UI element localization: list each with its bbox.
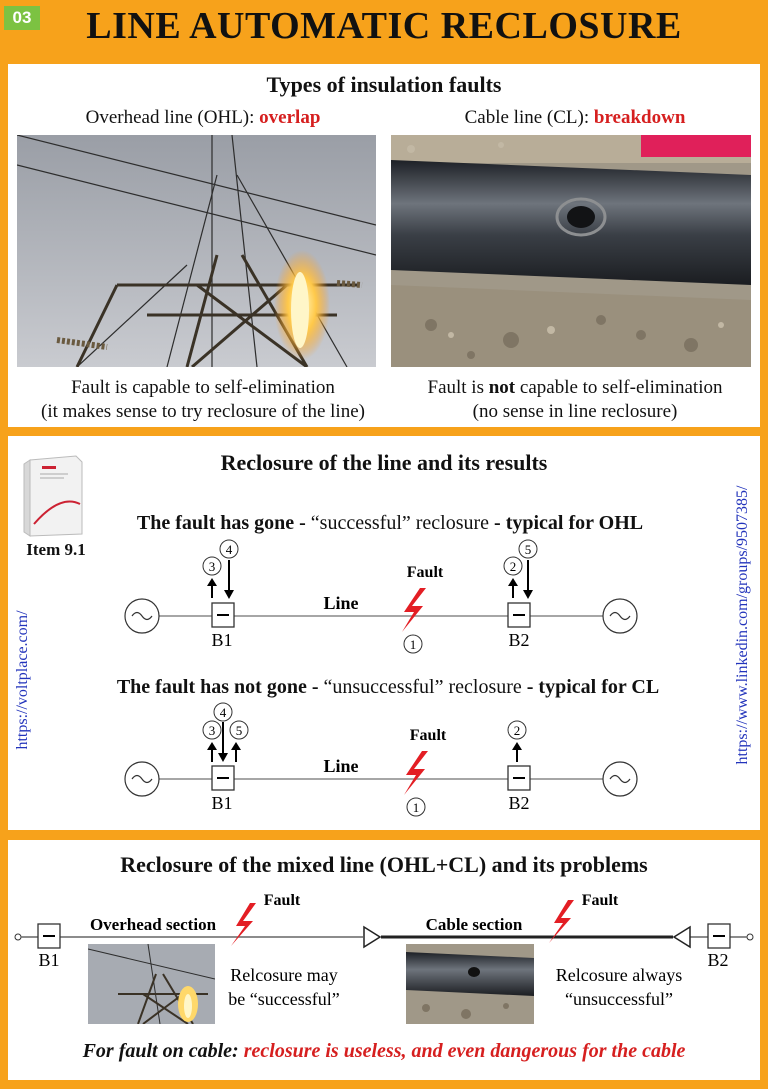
cl-cap-part-a: Fault is [427,377,489,398]
step-4-number: 4 [225,542,233,557]
line-label: Line [323,756,359,776]
conclusion-text [8,1040,760,1063]
step-1-number: 1 [412,800,420,815]
ohl-label [18,106,388,130]
cable-breakdown-thumbnail [406,944,534,1024]
step-4-number: 4 [219,705,227,720]
trip-arrow-3-head [207,578,217,586]
insulation-faults-panel [8,64,760,427]
close-arrow-4-head [218,753,228,762]
cl-fault-type: breakdown [593,107,686,128]
overhead-section-label: Overhead section [89,915,217,934]
conclusion-emphasis: reclosure is useless, and even dangerous for the cable [243,1040,686,1062]
fault1-lightning-icon [231,903,256,946]
close-arrow-4-head [224,590,234,599]
fault-lightning-icon [404,751,428,795]
step-1-number: 1 [409,637,417,652]
ohl-caption-line1: Fault is capable to self-elimination [71,377,335,398]
fault-label: Fault [409,727,447,744]
item-label: Item 9.1 [26,540,86,559]
d2-heading-b: “unsuccessful” reclosure [323,676,522,698]
step-5-number: 5 [524,542,532,557]
ohl-note-line1: Relcosure may [230,965,338,985]
mixed-line-panel [8,840,760,1080]
section-number-badge: 03 [4,6,40,30]
source-right [603,762,637,796]
section2-title: Reclosure of the line and its results [220,450,548,475]
source-left [125,599,159,633]
ohl-note-line2: be “successful” [228,989,340,1009]
b1-label: B1 [211,630,233,650]
section1-title: Types of insulation faults [266,72,502,97]
breaker-b1 [212,603,234,627]
voltplace-link[interactable]: https://voltplace.com/ [14,610,31,750]
step-5-number: 5 [235,723,243,738]
cable-termination-right [674,927,690,947]
cable-termination-left [364,927,380,947]
unsuccessful-reclosure-diagram [8,702,760,822]
page-title: LINE AUTOMATIC RECLOSURE [86,5,682,47]
d1-heading-a: The fault has gone - [136,512,311,534]
source-left [125,762,159,796]
step-2-number: 2 [513,723,521,738]
cl-label [390,106,760,130]
d2-heading-c: - typical for CL [521,676,660,698]
right-terminal [747,934,753,940]
breaker-b2 [508,603,530,627]
reclosure-results-panel [8,436,760,830]
ohl-tower-thumbnail [88,944,215,1024]
fault2-label: Fault [581,892,619,909]
step-2-number: 2 [509,559,517,574]
source-right [603,599,637,633]
ohl-fault-type: overlap [259,107,321,128]
trip-arrow-3-head [207,742,217,750]
cl-caption-line2: (no sense in line reclosure) [472,401,678,422]
d2-heading-a: The fault has not gone - [116,676,324,698]
fault1-label: Fault [263,892,301,909]
trip-arrow-2-head [508,578,518,586]
d1-heading-b: “successful” reclosure [310,512,490,534]
book-cover-thumbnail [20,454,86,538]
trip-arrow-2-head [512,742,522,750]
cl-cap-part-c: capable to self-elimination [515,377,723,398]
cl-caption [390,376,760,424]
diagram2-heading [68,676,708,699]
section3-title: Reclosure of the mixed line (OHL+CL) and its problems [120,852,648,877]
fault-lightning-icon [402,588,426,632]
successful-reclosure-diagram [8,536,760,656]
cable-section-label: Cable section [425,915,523,934]
breaker-b2 [708,924,730,948]
cable-breakdown-photo [391,135,751,367]
breaker-b1 [212,766,234,790]
breaker-b1 [38,924,60,948]
cl-note-line1: Relcosure always [555,965,683,985]
cl-cap-part-b: not [488,377,516,398]
ohl-caption-line2: (it makes sense to try reclosure of the line) [41,401,365,422]
fault-label: Fault [406,564,444,581]
ohl-caption [18,376,388,424]
trip-arrow-5-head [231,742,241,750]
linkedin-link[interactable]: https://www.linkedin.com/groups/9507385/ [734,485,751,765]
breaker-b2 [508,766,530,790]
b1-label: B1 [211,793,233,813]
diagram1-heading [100,512,680,535]
step-3-number: 3 [208,723,216,738]
line-label: Line [323,593,359,613]
ohl-tower-photo [17,135,376,367]
cl-label-text: Cable line (CL): [464,107,594,128]
cl-note-line2: “unsuccessful” [565,989,673,1009]
conclusion-lead: For fault on cable: [82,1040,244,1062]
close-arrow-5-head [523,590,533,599]
left-terminal [15,934,21,940]
cl-caption-line1 [390,376,760,400]
d1-heading-c: - typical for OHL [489,512,644,534]
ohl-label-text: Overhead line (OHL): [85,107,260,128]
b1-label: B1 [38,950,60,970]
b2-label: B2 [707,950,729,970]
b2-label: B2 [508,630,530,650]
b2-label: B2 [508,793,530,813]
step-3-number: 3 [208,559,216,574]
